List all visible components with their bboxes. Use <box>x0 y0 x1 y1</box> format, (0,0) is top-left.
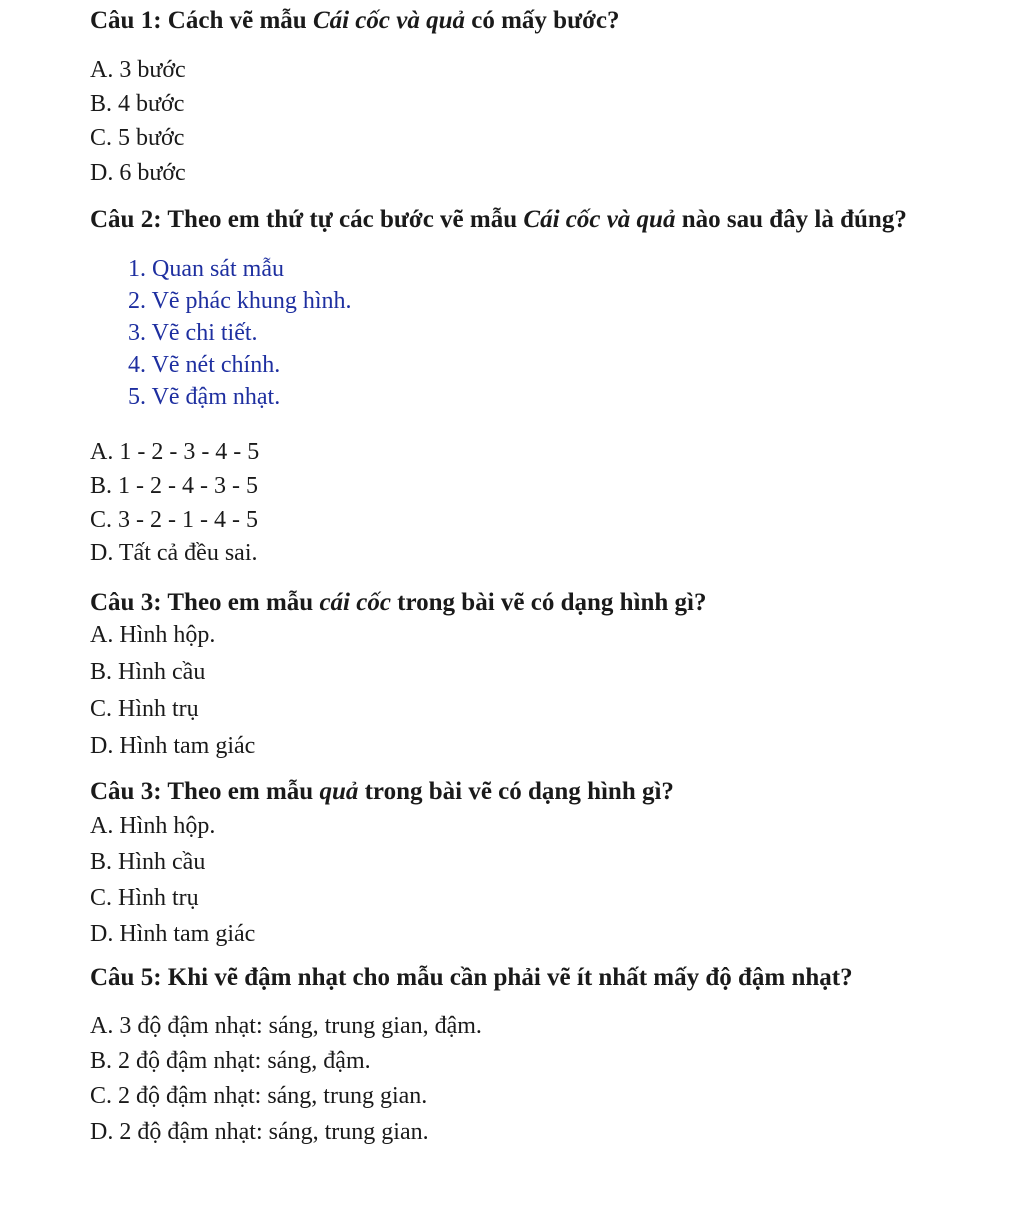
q3-option-a[interactable]: A. Hình hộp. <box>90 622 216 648</box>
q2-step-2: 2. Vẽ phác khung hình. <box>128 288 352 314</box>
question-5 <box>90 963 853 993</box>
q2-step-4: 4. Vẽ nét chính. <box>128 352 281 378</box>
question-4 <box>90 777 674 807</box>
question-emphasis: Cái cốc và quả <box>523 206 676 233</box>
q3-option-c[interactable]: C. Hình trụ <box>90 696 199 722</box>
question-text: trong bài vẽ có dạng hình gì? <box>364 778 674 805</box>
question-2 <box>90 205 907 235</box>
question-text: trong bài vẽ có dạng hình gì? <box>397 589 707 616</box>
q2-step-1: 1. Quan sát mẫu <box>128 256 284 282</box>
question-text: Theo em thứ tự các bước vẽ mẫu <box>167 206 518 233</box>
q1-option-c[interactable]: C. 5 bước <box>90 125 185 151</box>
q1-option-d[interactable]: D. 6 bước <box>90 160 186 186</box>
question-text: có mấy bước? <box>471 7 620 34</box>
q4-option-a[interactable]: A. Hình hộp. <box>90 813 216 839</box>
question-3 <box>90 588 707 618</box>
question-text: Khi vẽ đậm nhạt cho mẫu cần phải vẽ ít nhất mấy độ đậm nhạt? <box>167 964 853 991</box>
q4-option-b[interactable]: B. Hình cầu <box>90 849 206 875</box>
q1-option-b[interactable]: B. 4 bước <box>90 91 185 117</box>
question-text: nào sau đây là đúng? <box>681 206 907 233</box>
q2-option-a[interactable]: A. 1 - 2 - 3 - 4 - 5 <box>90 439 260 465</box>
q2-step-5: 5. Vẽ đậm nhạt. <box>128 384 281 410</box>
q4-option-d[interactable]: D. Hình tam giác <box>90 921 256 947</box>
q5-option-b[interactable]: B. 2 độ đậm nhạt: sáng, đậm. <box>90 1048 371 1074</box>
q3-option-b[interactable]: B. Hình cầu <box>90 659 206 685</box>
q4-option-c[interactable]: C. Hình trụ <box>90 885 199 911</box>
question-label: Câu 2: <box>90 206 162 233</box>
q2-option-b[interactable]: B. 1 - 2 - 4 - 3 - 5 <box>90 473 258 499</box>
question-label: Câu 3: <box>90 778 162 805</box>
q5-option-c[interactable]: C. 2 độ đậm nhạt: sáng, trung gian. <box>90 1083 428 1109</box>
question-label: Câu 1: <box>90 7 162 34</box>
question-label: Câu 5: <box>90 964 162 991</box>
question-1 <box>90 6 620 36</box>
question-text: Theo em mẫu <box>167 589 314 616</box>
q3-option-d[interactable]: D. Hình tam giác <box>90 733 256 759</box>
q5-option-a[interactable]: A. 3 độ đậm nhạt: sáng, trung gian, đậm. <box>90 1013 482 1039</box>
question-emphasis: quả <box>319 778 359 805</box>
question-emphasis: cái cốc <box>319 589 391 616</box>
question-text: Theo em mẫu <box>167 778 314 805</box>
question-emphasis: Cái cốc và quả <box>312 7 466 34</box>
question-label: Câu 3: <box>90 589 162 616</box>
q1-option-a[interactable]: A. 3 bước <box>90 57 186 83</box>
q2-option-c[interactable]: C. 3 - 2 - 1 - 4 - 5 <box>90 507 258 533</box>
q2-step-3: 3. Vẽ chi tiết. <box>128 320 258 346</box>
q2-option-d[interactable]: D. Tất cả đều sai. <box>90 540 258 566</box>
question-text: Cách vẽ mẫu <box>167 7 307 34</box>
q5-option-d[interactable]: D. 2 độ đậm nhạt: sáng, trung gian. <box>90 1119 429 1145</box>
